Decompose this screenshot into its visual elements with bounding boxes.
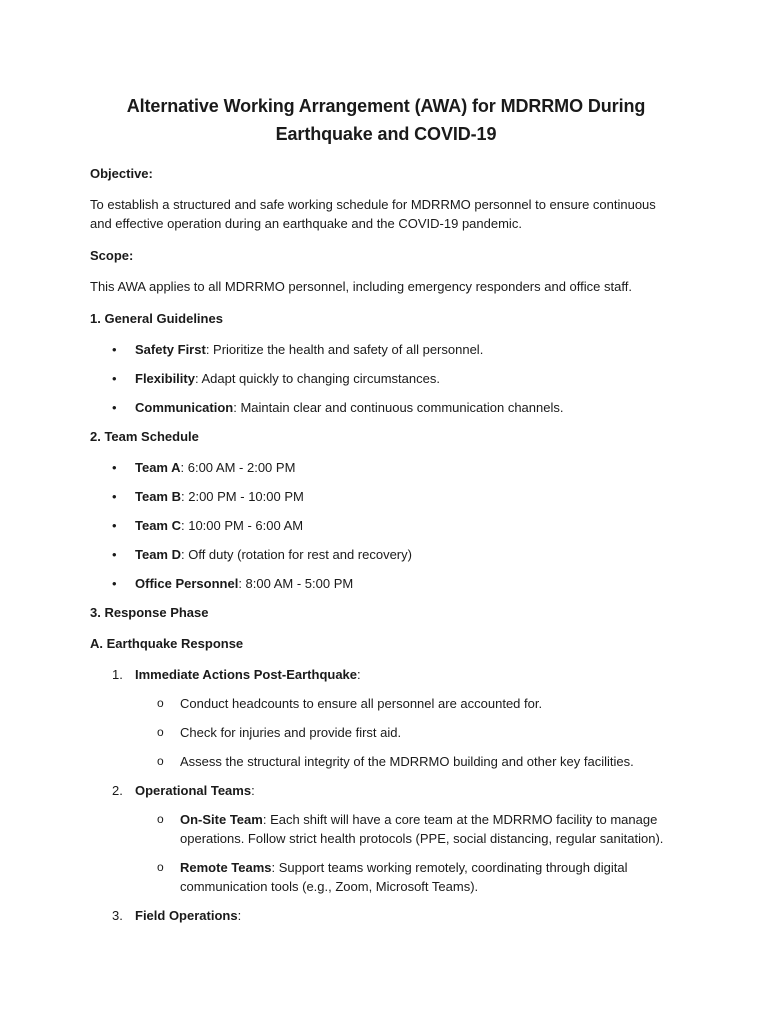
list-item-text: : Adapt quickly to changing circumstances.: [194, 371, 440, 386]
objective-heading: Objective:: [90, 166, 153, 181]
list-item-label: Communication: [135, 400, 234, 415]
numbered-item-suffix: :: [251, 783, 255, 798]
list-item: [90, 340, 680, 359]
sub-list-item-text: Check for injuries and provide first aid.: [180, 725, 402, 740]
bullet-icon: •: [112, 489, 117, 504]
bullet-icon: •: [112, 547, 117, 562]
sub-list: [135, 694, 680, 771]
circle-bullet-icon: o: [157, 812, 164, 826]
sub-list-item: [135, 723, 680, 742]
sub-list-item-text: Assess the structural integrity of the MDRRMO building and other key facilities.: [180, 754, 634, 769]
team-schedule-heading: 2. Team Schedule: [90, 429, 199, 444]
response-phase-heading: 3. Response Phase: [90, 605, 209, 620]
list-item-text: : 6:00 AM - 2:00 PM: [180, 460, 296, 475]
circle-bullet-icon: o: [157, 725, 164, 739]
numbered-item-label: Immediate Actions Post-Earthquake: [135, 667, 358, 682]
list-item: [90, 516, 680, 535]
numbered-item-label: Field Operations: [135, 908, 238, 923]
title-line-2: Earthquake and COVID-19: [275, 124, 497, 144]
numbered-item-suffix: :: [237, 908, 242, 923]
list-item: [90, 545, 680, 564]
document-body: [90, 92, 680, 935]
list-item-text: : 8:00 AM - 5:00 PM: [238, 576, 354, 591]
circle-bullet-icon: o: [157, 696, 164, 710]
scope-text: This AWA applies to all MDRRMO personnel, including emergency responders and office staff.: [90, 279, 632, 294]
list-item-text: : Maintain clear and continuous communication channels.: [233, 400, 564, 415]
response-steps-list: [90, 665, 680, 925]
sub-list-item-text: Conduct headcounts to ensure all personnel are accounted for.: [180, 696, 543, 711]
scope-heading: Scope:: [90, 248, 134, 263]
circle-bullet-icon: o: [157, 754, 164, 768]
general-guidelines-list: [90, 340, 680, 417]
circle-bullet-icon: o: [157, 860, 164, 874]
bullet-icon: •: [112, 576, 117, 591]
document-title: [90, 92, 680, 148]
bullet-icon: •: [112, 342, 117, 357]
sub-list-item-text: : Support teams working remotely, coordinating through digital communication tools (e.g., Zoom, Microsoft Teams).: [180, 860, 628, 894]
sub-list-item-label: On-Site Team: [180, 812, 263, 827]
sub-list-item: [135, 694, 680, 713]
list-item-label: Team D: [135, 547, 181, 562]
bullet-icon: •: [112, 460, 117, 475]
list-item-text: : Off duty (rotation for rest and recovery): [181, 547, 412, 562]
numbered-item: [90, 665, 680, 771]
bullet-icon: •: [112, 400, 117, 415]
list-item-label: Team C: [135, 518, 181, 533]
objective-text: To establish a structured and safe working schedule for MDRRMO personnel to ensure continuous and effective operation during an earthquake and the COVID-19 pandemic.: [90, 197, 656, 231]
list-item: [90, 398, 680, 417]
general-guidelines-heading: 1. General Guidelines: [90, 311, 223, 326]
item-number: 3.: [112, 908, 123, 923]
list-item-text: : 2:00 PM - 10:00 PM: [181, 489, 304, 504]
list-item: [90, 574, 680, 593]
list-item-label: Team B: [135, 489, 181, 504]
sub-list-item: [135, 858, 680, 896]
list-item-label: Safety First: [135, 342, 206, 357]
numbered-item: [90, 781, 680, 896]
sub-list-item: [135, 752, 680, 771]
list-item: [90, 369, 680, 388]
list-item: [90, 458, 680, 477]
title-line-1: Alternative Working Arrangement (AWA) for MDRRMO During: [126, 96, 646, 116]
item-number: 1.: [112, 667, 123, 682]
list-item-text: : Prioritize the health and safety of all personnel.: [205, 342, 484, 357]
item-number: 2.: [112, 783, 123, 798]
sub-list-item: [135, 810, 680, 848]
sub-list: [135, 810, 680, 896]
bullet-icon: •: [112, 518, 117, 533]
numbered-item-label: Operational Teams: [135, 783, 252, 798]
numbered-item: [90, 906, 680, 925]
bullet-icon: •: [112, 371, 117, 386]
list-item-label: Flexibility: [135, 371, 195, 386]
sub-list-item-label: Remote Teams: [180, 860, 272, 875]
list-item: [90, 487, 680, 506]
earthquake-response-heading: A. Earthquake Response: [90, 636, 244, 651]
list-item-label: Team A: [135, 460, 181, 475]
list-item-label: Office Personnel: [135, 576, 239, 591]
sub-list-item-text: : Each shift will have a core team at the MDRRMO facility to manage operations. Follow strict health protocols (PPE, social distancing, regular sanitation).: [180, 812, 664, 846]
team-schedule-list: [90, 458, 680, 593]
numbered-item-suffix: :: [357, 667, 361, 682]
list-item-text: : 10:00 PM - 6:00 AM: [181, 518, 304, 533]
